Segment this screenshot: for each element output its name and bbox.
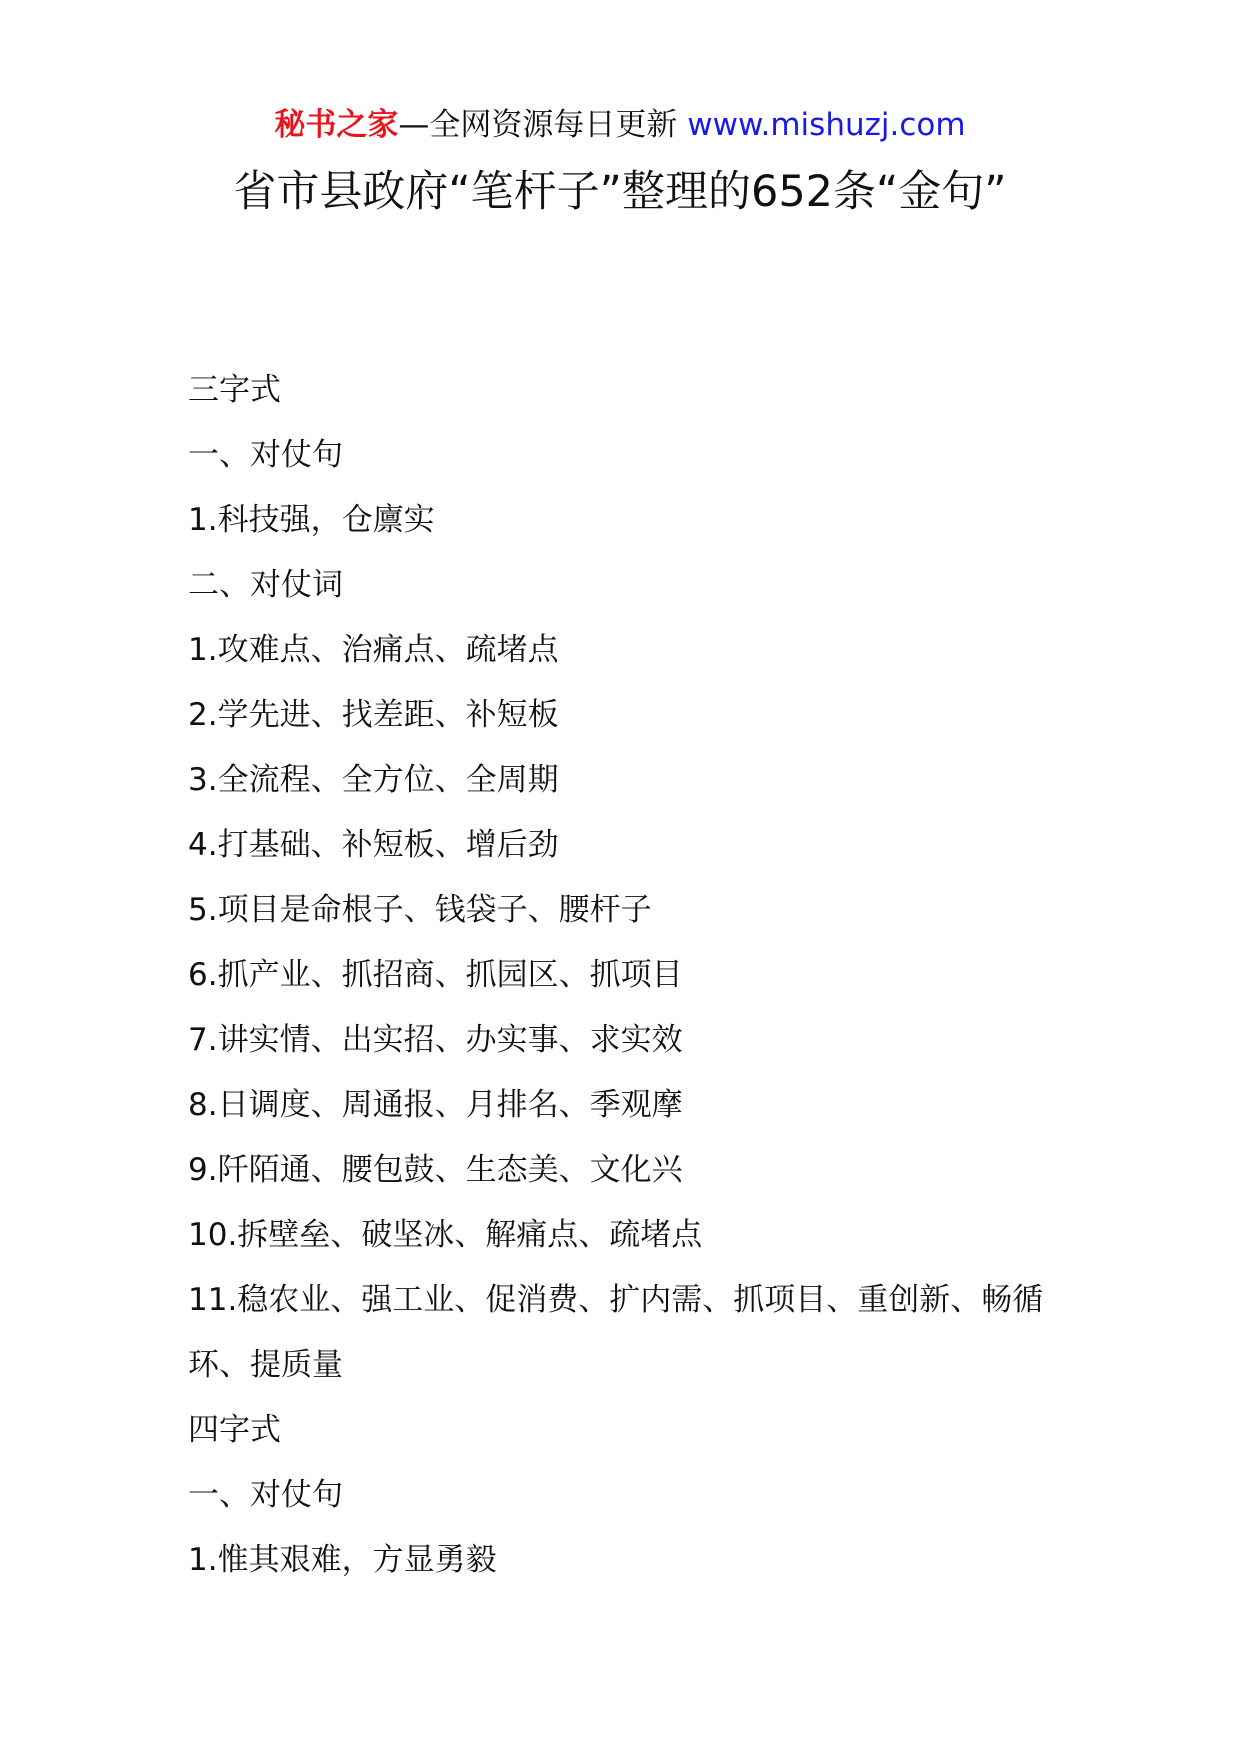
list-item: 10.拆壁垒、破坚冰、解痛点、疏堵点	[188, 1217, 703, 1253]
site-header	[0, 103, 1240, 147]
document-body	[188, 358, 1048, 1593]
section-heading: 四字式	[188, 1412, 281, 1448]
list-item: 3.全流程、全方位、全周期	[188, 762, 559, 798]
section-heading: 三字式	[188, 372, 281, 408]
site-brand: 秘书之家	[274, 107, 399, 143]
site-slogan: —全网资源每日更新	[398, 107, 678, 143]
subsection-heading: 二、对仗词	[188, 567, 343, 603]
list-item: 1.惟其艰难，方显勇毅	[188, 1542, 497, 1578]
subsection-heading: 一、对仗句	[188, 1477, 343, 1513]
list-item: 2.学先进、找差距、补短板	[188, 697, 559, 733]
list-item: 11.稳农业、强工业、促消费、扩内需、抓项目、重创新、畅循环、提质量	[188, 1282, 1044, 1383]
list-item: 6.抓产业、抓招商、抓园区、抓项目	[188, 957, 683, 993]
site-url-link[interactable]: www.mishuzj.com	[687, 107, 966, 143]
list-item: 5.项目是命根子、钱袋子、腰杆子	[188, 892, 652, 928]
list-item: 4.打基础、补短板、增后劲	[188, 827, 559, 863]
document-title: 省市县政府“笔杆子”整理的652条“金句”	[233, 167, 1007, 217]
subsection-heading: 一、对仗句	[188, 437, 343, 473]
list-item: 1.攻难点、治痛点、疏堵点	[188, 632, 559, 668]
list-item: 8.日调度、周通报、月排名、季观摩	[188, 1087, 683, 1123]
list-item: 7.讲实情、出实招、办实事、求实效	[188, 1022, 683, 1058]
list-item: 9.阡陌通、腰包鼓、生态美、文化兴	[188, 1152, 683, 1188]
list-item: 1.科技强，仓廪实	[188, 502, 435, 538]
